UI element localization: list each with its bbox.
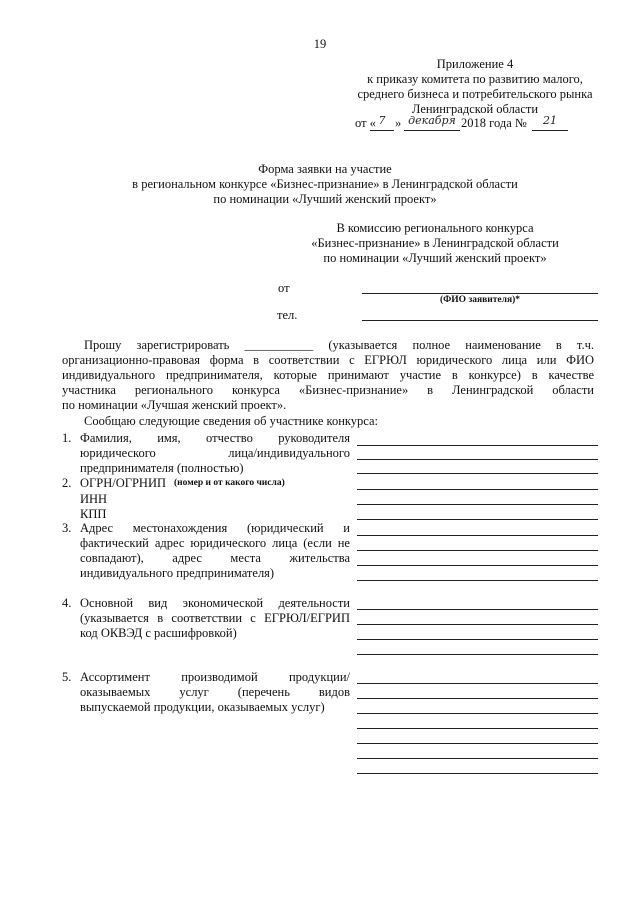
- field-label: Адрес местонахождения (юридический и фактический адрес юридического лица (если не совпадают), адрес места жительства индивидуального предпринимателя): [80, 521, 350, 580]
- addressee-line2: «Бизнес-признание» в Ленинградской области: [311, 236, 559, 250]
- answer-line[interactable]: [357, 459, 598, 460]
- request-line3: индивидуального предпринимателя, которые принимают участие в конкурсе) в качестве: [62, 368, 594, 382]
- field-number: 2.: [62, 476, 72, 490]
- answer-line[interactable]: [357, 728, 598, 729]
- answer-line[interactable]: [357, 550, 598, 551]
- appendix-date-close: »: [395, 116, 402, 130]
- answer-line[interactable]: [357, 639, 598, 640]
- inn-label: ИНН: [80, 492, 108, 506]
- answer-line[interactable]: [357, 565, 598, 566]
- answer-line[interactable]: [357, 683, 598, 684]
- answer-line[interactable]: [357, 609, 598, 610]
- addressee-line3: по номинации «Лучший женский проект»: [323, 251, 547, 265]
- appendix-date-year: 2018 года №: [461, 116, 527, 130]
- answer-line[interactable]: [357, 743, 598, 744]
- form-title-line2: в региональном конкурсе «Бизнес-признание» в Ленинградской области: [132, 177, 518, 191]
- answer-line[interactable]: [357, 489, 598, 490]
- ogrn-note: (номер и от какого числа): [174, 478, 285, 488]
- answer-line[interactable]: [357, 773, 598, 774]
- field-number: 1.: [62, 431, 72, 445]
- request-line2: организационно-правовая форма в соответствии с ЕГРЮЛ юридического лица или ФИО: [62, 353, 594, 367]
- field-label: Ассортимент производимой продукции/ оказываемых услуг (перечень видов выпускаемой продукции, оказываемых услуг): [80, 670, 350, 714]
- answer-line[interactable]: [357, 713, 598, 714]
- answer-line[interactable]: [357, 624, 598, 625]
- request-line5: по номинации «Лучшая женский проект».: [62, 398, 287, 412]
- from-label: от: [278, 281, 290, 295]
- answer-line[interactable]: [357, 535, 598, 536]
- field-label: Основной вид экономической деятельности (указывается в соответствии с ЕГРЮЛ/ЕГРИП код ОКВЭД с расшифровкой): [80, 596, 350, 640]
- fio-field[interactable]: [362, 293, 598, 294]
- request-line1: Прошу зарегистрировать ___________ (указывается полное наименование в т.ч.: [84, 338, 594, 352]
- tel-field[interactable]: [362, 320, 598, 321]
- info-intro: Сообщаю следующие сведения об участнике конкурса:: [84, 414, 379, 428]
- field-label: Фамилия, имя, отчество руководителя юридического лица/индивидуального предпринимателя (полностью): [80, 431, 350, 475]
- form-title-line3: по номинации «Лучший женский проект»: [213, 192, 437, 206]
- answer-line[interactable]: [357, 654, 598, 655]
- answer-line[interactable]: [357, 758, 598, 759]
- appendix-order-number: 21: [543, 114, 557, 127]
- answer-line[interactable]: [357, 519, 598, 520]
- addressee-line1: В комиссию регионального конкурса: [336, 221, 534, 235]
- answer-line[interactable]: [357, 580, 598, 581]
- tel-label: тел.: [277, 308, 298, 322]
- ogrn-label: ОГРН/ОГРНИП: [80, 476, 166, 490]
- fio-caption: (ФИО заявителя)*: [439, 295, 521, 305]
- form-title-line1: Форма заявки на участие: [258, 162, 392, 176]
- appendix-region-line: Ленинградской области: [411, 102, 539, 116]
- appendix-order-line: к приказу комитета по развитию малого,: [367, 72, 583, 86]
- appendix-date-month: декабря: [408, 114, 456, 127]
- kpp-label: КПП: [80, 507, 107, 521]
- answer-line[interactable]: [357, 473, 598, 474]
- request-line4: участника регионального конкурса «Бизнес-признание» в Ленинградской области: [62, 383, 594, 397]
- field-number: 4.: [62, 596, 72, 610]
- request-paragraph: [62, 338, 594, 413]
- appendix-title: Приложение 4: [436, 57, 514, 71]
- page-number: 19: [313, 37, 327, 51]
- field-number: 5.: [62, 670, 72, 684]
- field-number: 3.: [62, 521, 72, 535]
- answer-line[interactable]: [357, 445, 598, 446]
- answer-line[interactable]: [357, 504, 598, 505]
- appendix-committee-line: среднего бизнеса и потребительского рынка: [357, 87, 593, 101]
- appendix-date-prefix: от «: [355, 116, 376, 130]
- answer-line[interactable]: [357, 698, 598, 699]
- appendix-date-day: 7: [378, 114, 386, 127]
